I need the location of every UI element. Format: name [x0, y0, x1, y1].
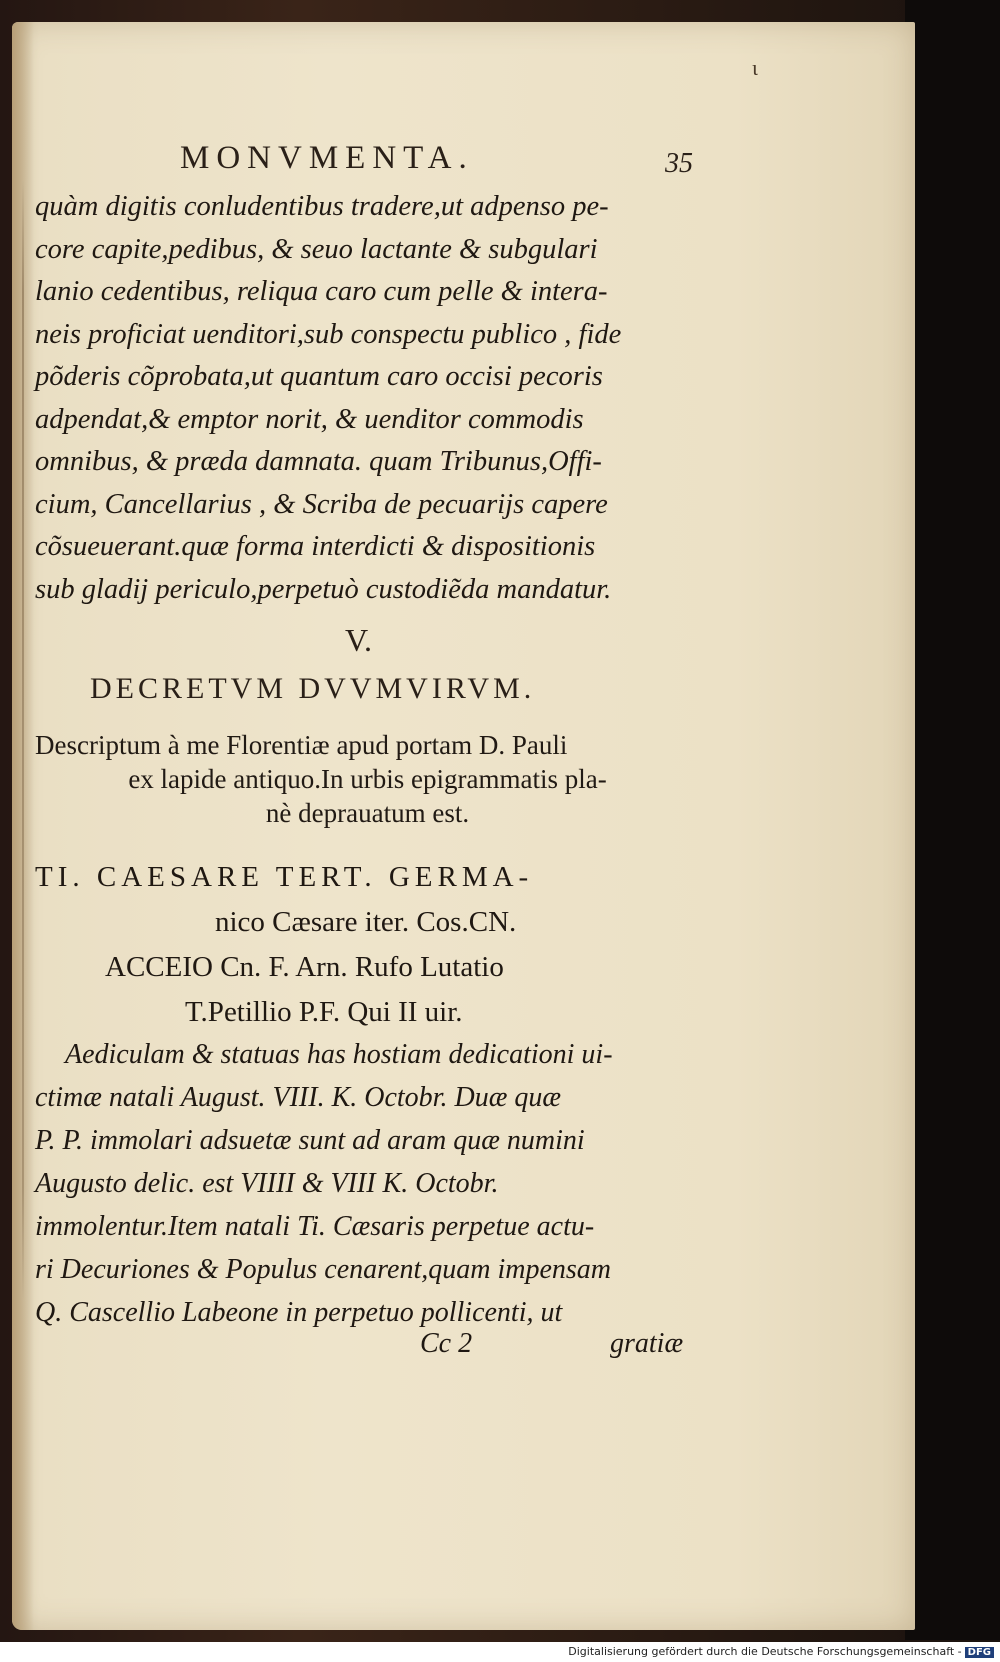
inscription-line: TI. CAESARE TERT. GERMA-	[35, 861, 534, 893]
corner-mark: ι	[752, 55, 758, 80]
description-line: Descriptum à me Florentiæ apud portam D. Pauli	[35, 730, 568, 760]
text-line: adpendat,& emptor norit, & uenditor commodis	[35, 403, 584, 435]
inscription-line: nico Cæsare iter. Cos.CN.	[215, 906, 517, 938]
body-line: immolentur.Item natali Ti. Cæsaris perpetue actu-	[35, 1211, 595, 1242]
page-margin-rule	[22, 180, 24, 1300]
text-line: lanio cedentibus, reliqua caro cum pelle & intera-	[35, 276, 608, 307]
body-paragraph	[35, 1033, 700, 1334]
decree-title: DECRETVM DVVMVIRVM.	[90, 672, 536, 705]
description-line: ex lapide antiquo.In urbis epigrammatis pla-	[128, 764, 607, 794]
text-line: cium, Cancellarius , & Scriba de pecuarijs capere	[35, 488, 608, 520]
page-number: 35	[665, 148, 693, 179]
description-line: nè deprauatum est.	[265, 798, 470, 828]
signature-mark: Cc 2	[420, 1328, 473, 1359]
text-line: cõsueuerant.quæ forma interdicti & dispositionis	[35, 531, 596, 562]
body-line: Aediculam & statuas has hostiam dedicationi ui-	[65, 1039, 613, 1070]
catchword: gratiæ	[610, 1328, 684, 1359]
body-line: ri Decuriones & Populus cenarent,quam impensam	[35, 1254, 611, 1285]
text-line: quàm digitis conludentibus tradere,ut adpenso pe-	[35, 191, 609, 222]
inscription	[35, 855, 700, 1035]
page-footer	[35, 1328, 700, 1368]
top-paragraph	[35, 186, 700, 611]
text-line: core capite,pedibus, & seuo lactante & subgulari	[35, 233, 598, 265]
text-line: neis proficiat uenditori,sub conspectu publico , fide	[35, 318, 622, 350]
running-head: MONVMENTA.	[180, 140, 474, 176]
scan-dark-margin	[905, 0, 1000, 1640]
body-line: P. P. immolari adsuetæ sunt ad aram quæ numini	[35, 1125, 585, 1156]
text-line: põderis cõprobata,ut quantum caro occisi pecoris	[35, 361, 603, 392]
text-line: omnibus, & præda damnata. quam Tribunus,Offi-	[35, 446, 602, 477]
body-line: Augusto delic. est VIIII & VIII K. Octobr.	[35, 1168, 499, 1199]
digitization-credit	[568, 1645, 994, 1658]
inscription-line: ACCEIO Cn. F. Arn. Rufo Lutatio	[105, 951, 504, 983]
text-line: sub gladij periculo,perpetuò custodiẽda mandatur.	[35, 573, 612, 605]
body-line: Q. Cascellio Labeone in perpetuo pollicenti, ut	[35, 1297, 563, 1328]
credit-text: Digitalisierung gefördert durch die Deutsche Forschungsgemeinschaft -	[568, 1645, 962, 1658]
description-paragraph	[35, 728, 700, 830]
dfg-logo-badge: DFG	[965, 1647, 994, 1658]
section-number: V.	[345, 622, 372, 658]
inscription-line: T.Petillio P.F. Qui II uir.	[185, 996, 463, 1028]
body-line: ctimæ natali August. VIII. K. Octobr. Duæ quæ	[35, 1082, 562, 1113]
